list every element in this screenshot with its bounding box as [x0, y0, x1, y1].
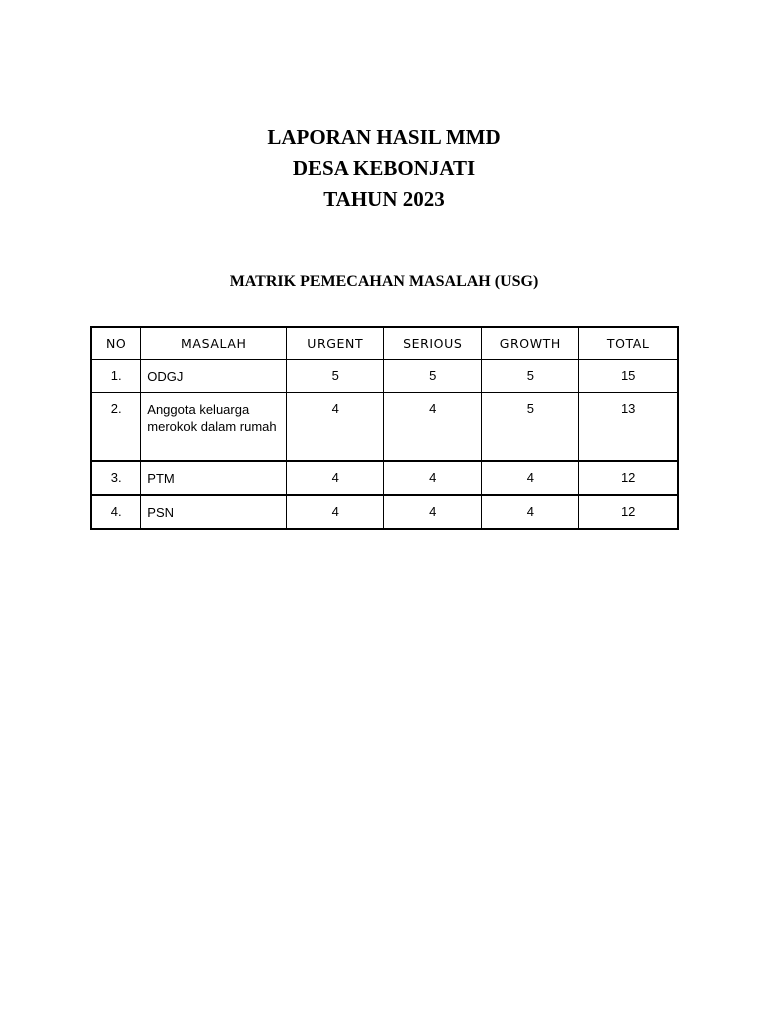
column-header-growth: GROWTH — [482, 327, 579, 360]
cell-growth: 4 — [482, 461, 579, 495]
table-row — [91, 360, 678, 393]
cell-urgent: 4 — [287, 495, 384, 529]
cell-no: 3. — [91, 461, 141, 495]
cell-urgent: 4 — [287, 461, 384, 495]
cell-urgent: 5 — [287, 360, 384, 393]
column-header-serious: SERIOUS — [384, 327, 482, 360]
cell-serious: 5 — [384, 360, 482, 393]
column-header-no: NO — [91, 327, 141, 360]
table-header-row — [91, 327, 678, 360]
cell-masalah: ODGJ — [141, 360, 287, 393]
table-row — [91, 495, 678, 529]
column-header-urgent: URGENT — [287, 327, 384, 360]
report-title: LAPORAN HASIL MMD — [267, 125, 501, 149]
cell-no: 4. — [91, 495, 141, 529]
cell-serious: 4 — [384, 393, 482, 462]
column-header-total: TOTAL — [579, 327, 678, 360]
table-row — [91, 461, 678, 495]
cell-no: 2. — [91, 393, 141, 462]
cell-no: 1. — [91, 360, 141, 393]
matrix-subtitle: MATRIK PEMECAHAN MASALAH (USG) — [229, 273, 539, 290]
cell-growth: 4 — [482, 495, 579, 529]
cell-growth: 5 — [482, 393, 579, 462]
cell-masalah: PSN — [141, 495, 287, 529]
cell-growth: 5 — [482, 360, 579, 393]
report-title-block — [0, 122, 768, 215]
usg-matrix-table — [90, 326, 679, 530]
cell-total: 15 — [579, 360, 678, 393]
cell-serious: 4 — [384, 495, 482, 529]
cell-serious: 4 — [384, 461, 482, 495]
cell-urgent: 4 — [287, 393, 384, 462]
cell-total: 13 — [579, 393, 678, 462]
village-name: DESA KEBONJATI — [292, 156, 476, 180]
cell-masalah: PTM — [141, 461, 287, 495]
report-year: TAHUN 2023 — [323, 187, 445, 211]
column-header-masalah: MASALAH — [141, 327, 287, 360]
table-row — [91, 393, 678, 462]
cell-total: 12 — [579, 461, 678, 495]
cell-total: 12 — [579, 495, 678, 529]
cell-masalah: Anggota keluarga merokok dalam rumah — [141, 393, 287, 462]
